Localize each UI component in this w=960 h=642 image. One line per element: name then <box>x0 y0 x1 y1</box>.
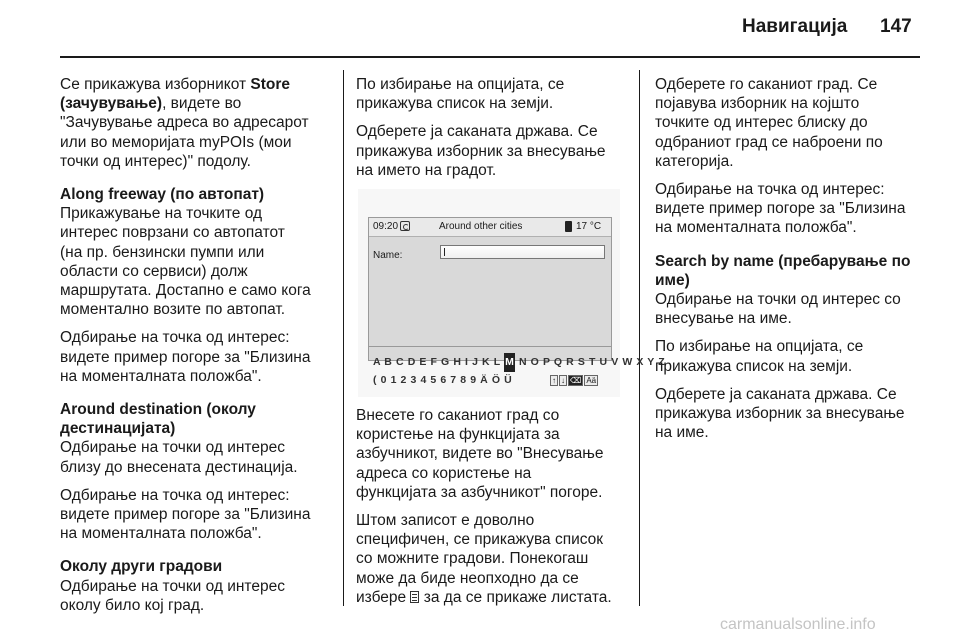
arrow-down-icon: ↓ <box>561 376 565 386</box>
store-label: Store (зачувување) <box>60 76 291 113</box>
name-field-label: Name: <box>373 250 403 262</box>
paragraph: Одбирање на точка од интерес: видете пример погоре за "Близина на моменталната положба". <box>60 486 311 543</box>
navigation-screen-figure <box>358 189 666 397</box>
paragraph: Одберете го саканиот град. Се појавува изборник на којшто точките од интерес блиску до одбраниот град се наброени по категорија. <box>655 76 883 170</box>
column-divider <box>639 70 640 606</box>
page-number: 147 <box>880 16 912 37</box>
section-heading-along-freeway: Along freeway (по автопат) <box>60 186 265 204</box>
intro-paragraph: Се прикажува изборникот Store (зачувување), видете во "Зачувување адреса во адресарот или во меморијата myPOIs (мои точки од интерес)" подолу. <box>60 76 309 170</box>
screen-title: Around other cities <box>439 221 523 233</box>
paragraph: Штом записот е доволно специфичен, се прикажува список со можните градови. Понекогаш може да биде неопходно да се избере за да се прикаже листата. <box>356 512 612 606</box>
keyboard-divider <box>369 346 611 347</box>
paragraph: По избирање на опцијата, се прикажува список на земји. <box>655 338 864 375</box>
paragraph: Одберете ја саканата држава. Се прикажува изборник за внесување на името на градот. <box>356 123 606 179</box>
screen-time: 09:20 <box>373 221 399 233</box>
column-1 <box>60 75 338 624</box>
paragraph: Одберете ја саканата држава. Се прикажува изборник за внесување на име. <box>655 385 905 442</box>
screen-display <box>368 217 666 387</box>
case-toggle: Aä <box>586 376 597 386</box>
section-heading-other-cities: Околу други градови <box>60 558 223 576</box>
refresh-icon <box>400 221 410 231</box>
page-title: Навигација <box>742 16 848 37</box>
screen-temperature: 17 °C <box>576 221 602 233</box>
column-3 <box>655 75 925 451</box>
paragraph: По избирање на опцијата, се прикажува список на земји. <box>356 76 565 113</box>
selected-letter: M <box>504 353 515 372</box>
delete-icon: ⌫ <box>570 376 582 386</box>
keyboard-row-letters: A B C D E F G H I J K L M N O P Q R S T U V W X Y Z <box>373 353 665 372</box>
arrow-up-icon: ↑ <box>552 376 556 386</box>
paragraph: Одбирање на точка од интерес: видете пример погоре за "Близина на моменталната положба". <box>60 329 311 385</box>
section-heading-around-destination: Around destination (околу дестинацијата) <box>60 401 256 438</box>
paragraph: Одбирање на точки од интерес околу било кој град. <box>60 577 285 614</box>
watermark: carmanualsonline.info <box>720 616 876 633</box>
paragraph: Прикажување на точките од интерес поврзани со автопатот (на пр. бензински пумпи или области со сервиси) долж маршрутата. Достапно е само кога моментално возите по автопат. <box>60 205 311 319</box>
paragraph: Одбирање на точки од интерес со внесување на име. <box>655 291 901 328</box>
header-divider <box>60 56 920 58</box>
list-icon <box>410 591 419 603</box>
screen-status-bar <box>369 218 611 237</box>
section-heading-search-by-name: Search by name (пребарување по име) <box>655 252 911 289</box>
phone-icon <box>565 221 572 232</box>
column-divider <box>343 70 344 606</box>
keyboard-row-digits: ( 0 1 2 3 4 5 6 7 8 9 Ä Ö Ü <box>373 374 513 387</box>
paragraph: Одбирање на точка од интерес: видете пример погоре за "Близина на моменталната положба". <box>655 181 906 237</box>
paragraph: Внесете го саканиот град со користење на функцијата за азбучникот, видете во "Внесување адреса со користење на функцијата за азбучникот" погоре. <box>356 407 604 501</box>
keyboard-function-keys <box>550 371 599 390</box>
name-input <box>440 245 605 259</box>
paragraph: Одбирање на точки од интерес близу до внесената дестинација. <box>60 439 298 476</box>
column-2 <box>356 75 666 616</box>
